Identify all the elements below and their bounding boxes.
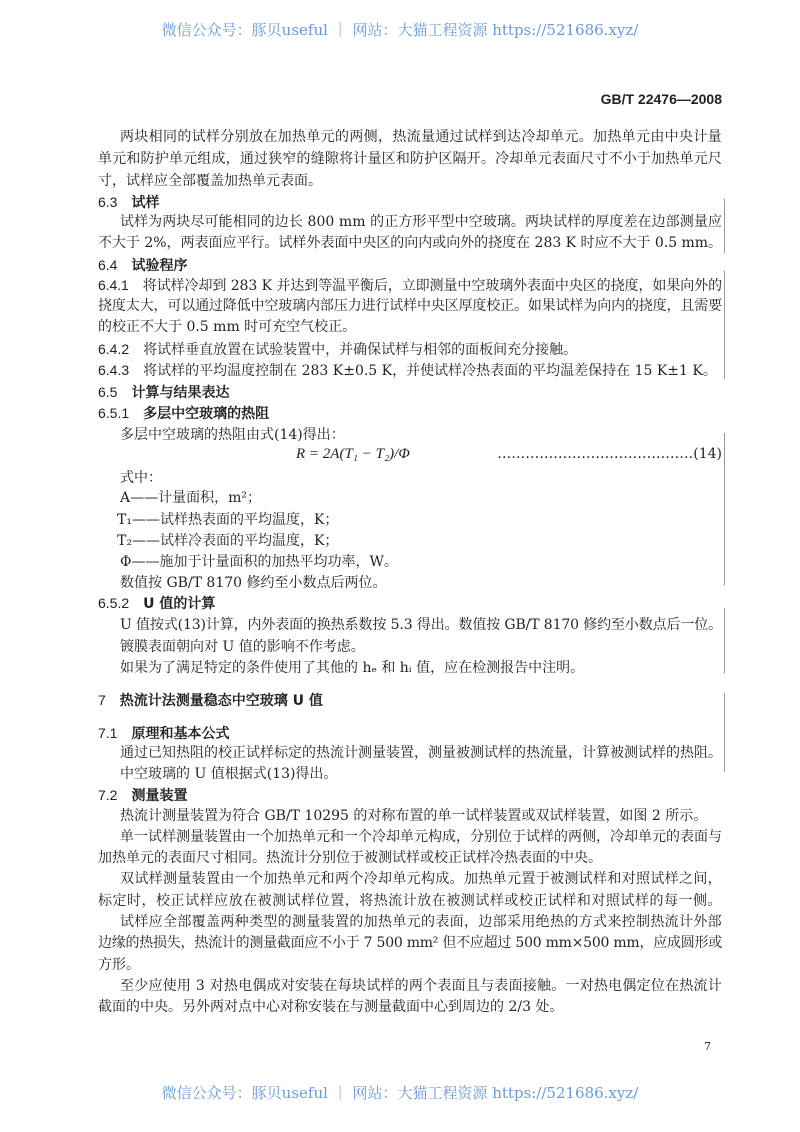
clause-text: 将试样的平均温度控制在 283 K±0.5 K，并使试样冷热表面的平均温差保持在 15 K±1 K。	[143, 363, 717, 379]
section-title: 多层中空玻璃的热阻	[143, 406, 270, 422]
section-heading-6-3	[98, 193, 722, 211]
paragraph-line: 如果为了满足特定的条件使用了其他的 hₑ 和 hᵢ 值，应在检测报告中注明。	[120, 660, 585, 676]
watermark-bottom: 微信公众号：豚贝useful ｜ 网站：大猫工程资源 https://521686.xyz/	[161, 1084, 639, 1102]
paragraph-line: 加热单元的表面尺寸相同。热流计分别位于被测试样或校正试样冷热表面的中央。	[98, 850, 602, 866]
definition-T2: T₂——试样冷表面的平均温度，K；	[117, 533, 339, 549]
revision-bar	[724, 693, 725, 772]
section-title: 试验程序	[131, 258, 188, 274]
section-number: 7.1	[98, 725, 118, 741]
clause-6-4-1	[98, 276, 722, 294]
watermark-top: 微信公众号：豚贝useful ｜ 网站：大猫工程资源 https://521686.xyz/	[161, 21, 639, 39]
paragraph-line: 数值按 GB/T 8170 修约至小数点后两位。	[120, 575, 387, 591]
revision-bar	[724, 433, 725, 585]
paragraph-line: 多层中空玻璃的热阻由式(14)得出：	[120, 427, 345, 443]
paragraph-line: 至少应使用 3 对热电偶成对安装在每块试样的两个表面且与表面接触。一对热电偶定位在热流计	[120, 978, 723, 994]
section-title: 试样	[131, 195, 160, 211]
standard-code: GB/T 22476—2008	[600, 91, 722, 107]
paragraph-line: 两块相同的试样分别放在加热单元的两侧，热流量通过试样到达冷却单元。加热单元由中央计量	[120, 129, 722, 145]
section-title: U 值的计算	[143, 596, 216, 612]
paragraph-line: 挠度太大，可以通过降低中空玻璃内部压力进行试样中央区厚度校正。如果试样为向内的挠度，且需要	[98, 298, 723, 314]
definition-A: A——计量面积，m²；	[120, 490, 261, 506]
chapter-number: 7	[98, 692, 106, 708]
section-heading-6-5-1	[98, 404, 722, 422]
paragraph-line: 试样应全部覆盖两种类型的测量装置的加热单元的表面，边部采用绝热的方式来控制热流计外部	[120, 914, 722, 930]
paragraph-line: 中空玻璃的 U 值根据式(13)得出。	[120, 766, 338, 782]
revision-bar	[724, 608, 725, 673]
section-number: 6.5	[98, 384, 118, 400]
section-number: 6.5.2	[98, 595, 130, 611]
clause-number: 6.4.2	[98, 341, 130, 357]
paragraph-line: 的校正不大于 0.5 mm 时可充空气校正。	[98, 319, 357, 335]
section-heading-6-5	[98, 383, 722, 401]
paragraph-line: 试样为两块尽可能相同的边长 800 mm 的正方形平型中空玻璃。两块试样的厚度差在边部测量应	[120, 214, 722, 230]
section-number: 6.5.1	[98, 405, 130, 421]
paragraph-line: 单一试样测量装置由一个加热单元和一个冷却单元构成，分别位于试样的两侧，冷却单元的表面与	[120, 829, 722, 845]
section-number: 6.3	[98, 194, 118, 210]
clause-text: 将试样冷却到 283 K 并达到等温平衡后，立即测量中空玻璃外表面中央区的挠度，如果向外的	[142, 278, 723, 294]
where-label: 式中：	[120, 470, 162, 486]
paragraph-line: 通过已知热阻的校正试样标定的热流计测量装置，测量被测试样的热流量，计算被测试样的热阻。	[120, 745, 722, 761]
paragraph-line: 边缘的热损失，热流计的测量截面应不小于 7 500 mm² 但不应超过 500 mm×500 mm，应成圆形或	[98, 935, 723, 951]
section-title: 测量装置	[131, 788, 188, 804]
chapter-heading-7	[98, 691, 722, 709]
revision-bar	[724, 271, 725, 379]
section-number: 6.4	[98, 257, 118, 273]
paragraph-line: 标定时，校正试样应放在被测试样位置，将热流计放在被测试样或校正试样和对照试样的每一侧。	[98, 893, 723, 909]
paragraph-line: 热流计测量装置为符合 GB/T 10295 的对称布置的单一试样装置或双试样装置，如图 2 所示。	[120, 808, 708, 824]
clause-6-4-2	[98, 340, 722, 358]
paragraph-line: 寸，试样应全部覆盖加热单元表面。	[98, 173, 322, 189]
clause-number: 6.4.3	[98, 362, 130, 378]
paragraph-line: 截面的中央。另外两对点中心对称安装在与测量截面中心到周边的 2/3 处。	[98, 999, 564, 1015]
paragraph-line: 单元和防护单元组成，通过狭窄的缝隙将计量区和防护区隔开。冷却单元表面尺寸不小于加热单元尺	[98, 151, 723, 167]
chapter-title: 热流计法测量稳态中空玻璃 U 值	[119, 693, 323, 709]
section-heading-7-1	[98, 724, 722, 742]
revision-bar	[724, 199, 725, 253]
page-number: 7	[704, 1040, 711, 1053]
section-title: 计算与结果表达	[131, 385, 230, 401]
clause-text: 将试样垂直放置在试验装置中，并确保试样与相邻的面板间充分接触。	[143, 342, 578, 358]
paragraph-line: U 值按式(13)计算，内外表面的换热系数按 5.3 得出。数值按 GB/T 8170 修约至小数点后一位。	[120, 617, 723, 633]
definition-phi: Φ——施加于计量面积的加热平均功率，W。	[120, 554, 398, 570]
section-heading-6-5-2	[98, 594, 722, 612]
clause-number: 6.4.1	[98, 277, 129, 293]
paragraph-line: 不大于 2%，两表面应平行。试样外表面中央区的向内或向外的挠度在 283 K 时应不大于 0.5 mm。	[98, 235, 723, 251]
definition-T1: T₁——试样热表面的平均温度，K；	[117, 512, 339, 528]
formula-14: R = 2A(T₁ − T₂)/Φ	[296, 446, 410, 462]
paragraph-line: 镀膜表面朝向对 U 值的影响不作考虑。	[120, 639, 365, 655]
section-heading-6-4	[98, 256, 722, 274]
section-title: 原理和基本公式	[131, 726, 230, 742]
clause-6-4-3	[98, 361, 722, 379]
paragraph-line: 方形。	[98, 957, 140, 973]
paragraph-line: 双试样测量装置由一个加热单元和两个冷却单元构成。加热单元置于被测试样和对照试样之间，	[120, 871, 722, 887]
section-number: 7.2	[98, 787, 118, 803]
equation-number: ……………………………………(14)	[497, 446, 722, 462]
section-heading-7-2	[98, 786, 722, 804]
